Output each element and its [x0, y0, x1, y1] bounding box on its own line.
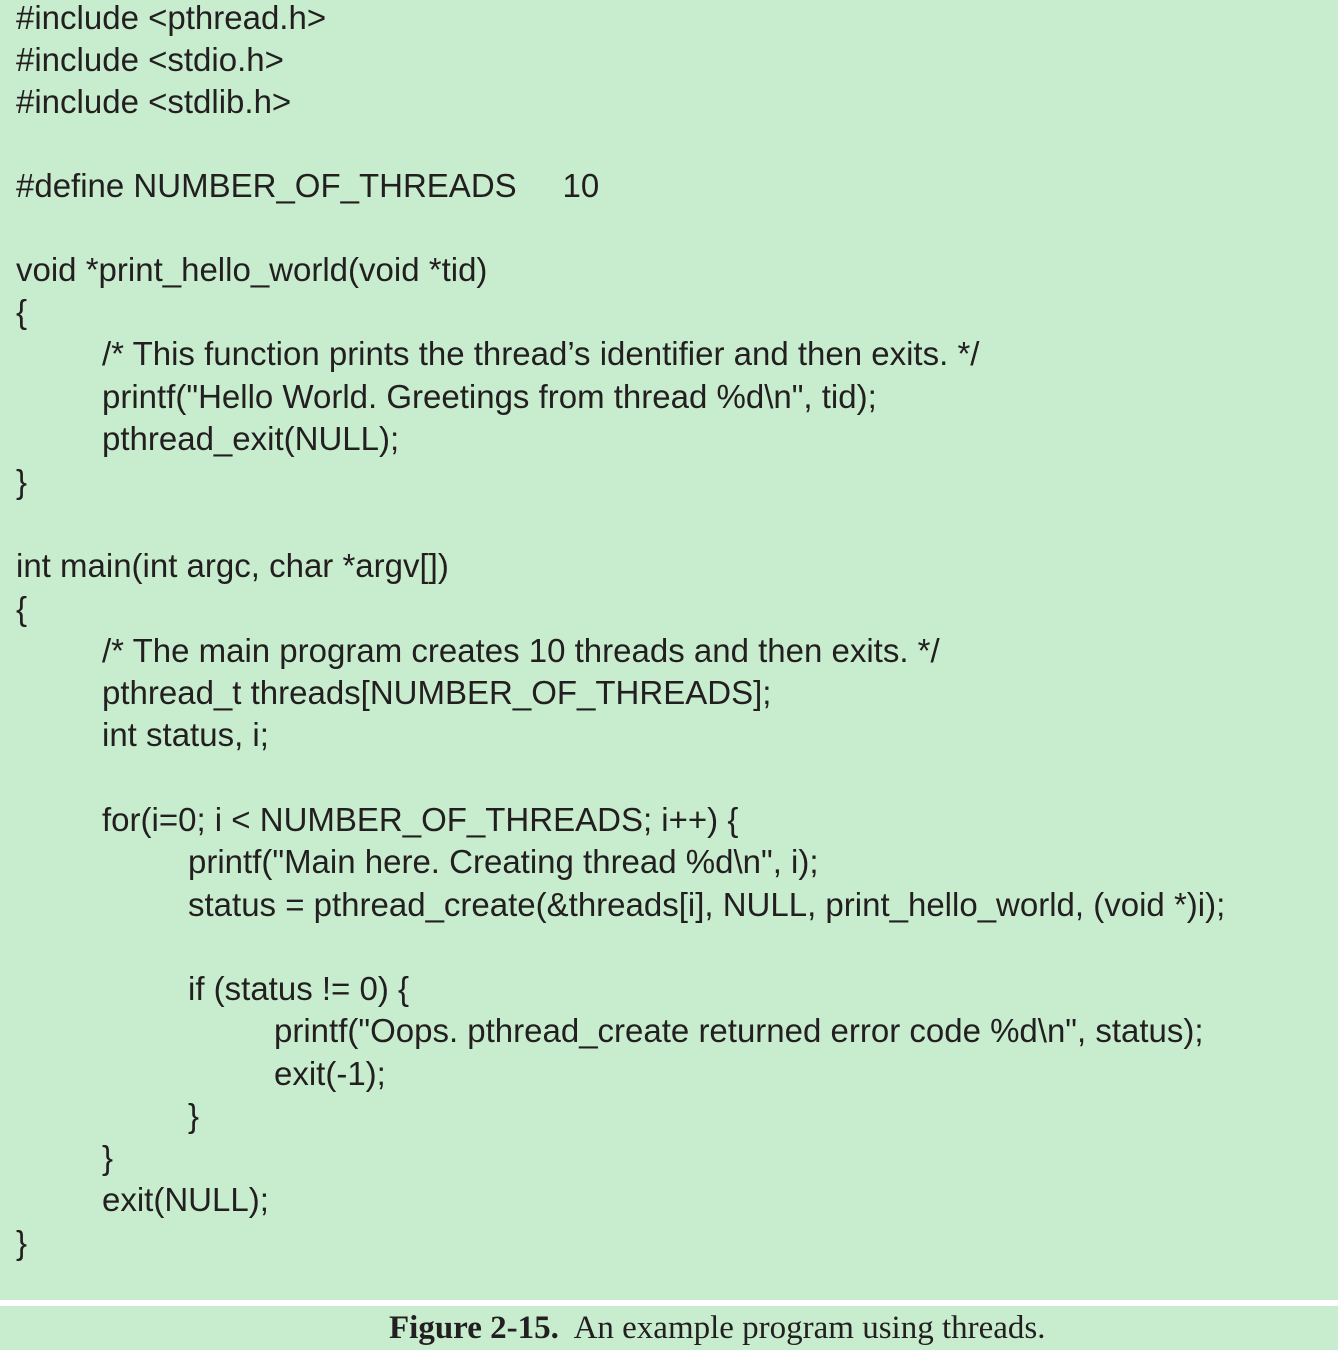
figure-caption-text: An example program using threads. [573, 1310, 1046, 1346]
code-line-printf-error: printf("Oops. pthread_create returned error code %d\n", status); [274, 1012, 1204, 1049]
figure-caption [0, 1306, 1338, 1350]
code-line-close-brace: } [16, 463, 28, 500]
figure-label: Figure 2-15. [389, 1310, 559, 1346]
code-line-open-brace: { [16, 293, 28, 330]
code-line-int-declaration: int status, i; [102, 716, 269, 753]
code-line-pthread-create: status = pthread_create(&threads[i], NULL, print_hello_world, (void *)i); [188, 886, 1226, 923]
code-line-exit: exit(NULL); [102, 1181, 269, 1218]
code-line-main-signature: int main(int argc, char *argv[]) [16, 547, 449, 584]
code-line-include-stdio: #include <stdio.h> [16, 41, 284, 78]
code-line-define: #define NUMBER_OF_THREADS 10 [16, 167, 600, 204]
code-line-include-stdlib: #include <stdlib.h> [16, 83, 292, 120]
code-line-exit-error: exit(-1); [274, 1055, 386, 1092]
code-line-close-brace: } [102, 1139, 114, 1176]
code-line-comment: /* The main program creates 10 threads and then exits. */ [102, 632, 940, 669]
code-line-printf: printf("Hello World. Greetings from thread %d\n", tid); [102, 378, 877, 415]
code-line-if-status: if (status != 0) { [188, 970, 410, 1007]
code-line-pthread-exit: pthread_exit(NULL); [102, 420, 400, 457]
code-line-open-brace: { [16, 590, 28, 627]
code-line-close-brace: } [188, 1097, 200, 1134]
code-line-include-pthread: #include <pthread.h> [16, 0, 327, 36]
code-line-threads-array: pthread_t threads[NUMBER_OF_THREADS]; [102, 674, 772, 711]
code-line-function-signature: void *print_hello_world(void *tid) [16, 251, 488, 288]
code-line-for-loop: for(i=0; i < NUMBER_OF_THREADS; i++) { [102, 801, 739, 838]
code-line-close-brace: } [16, 1224, 28, 1261]
code-line-comment: /* This function prints the thread’s identifier and then exits. */ [102, 335, 980, 372]
code-line-printf: printf("Main here. Creating thread %d\n", i); [188, 843, 819, 880]
